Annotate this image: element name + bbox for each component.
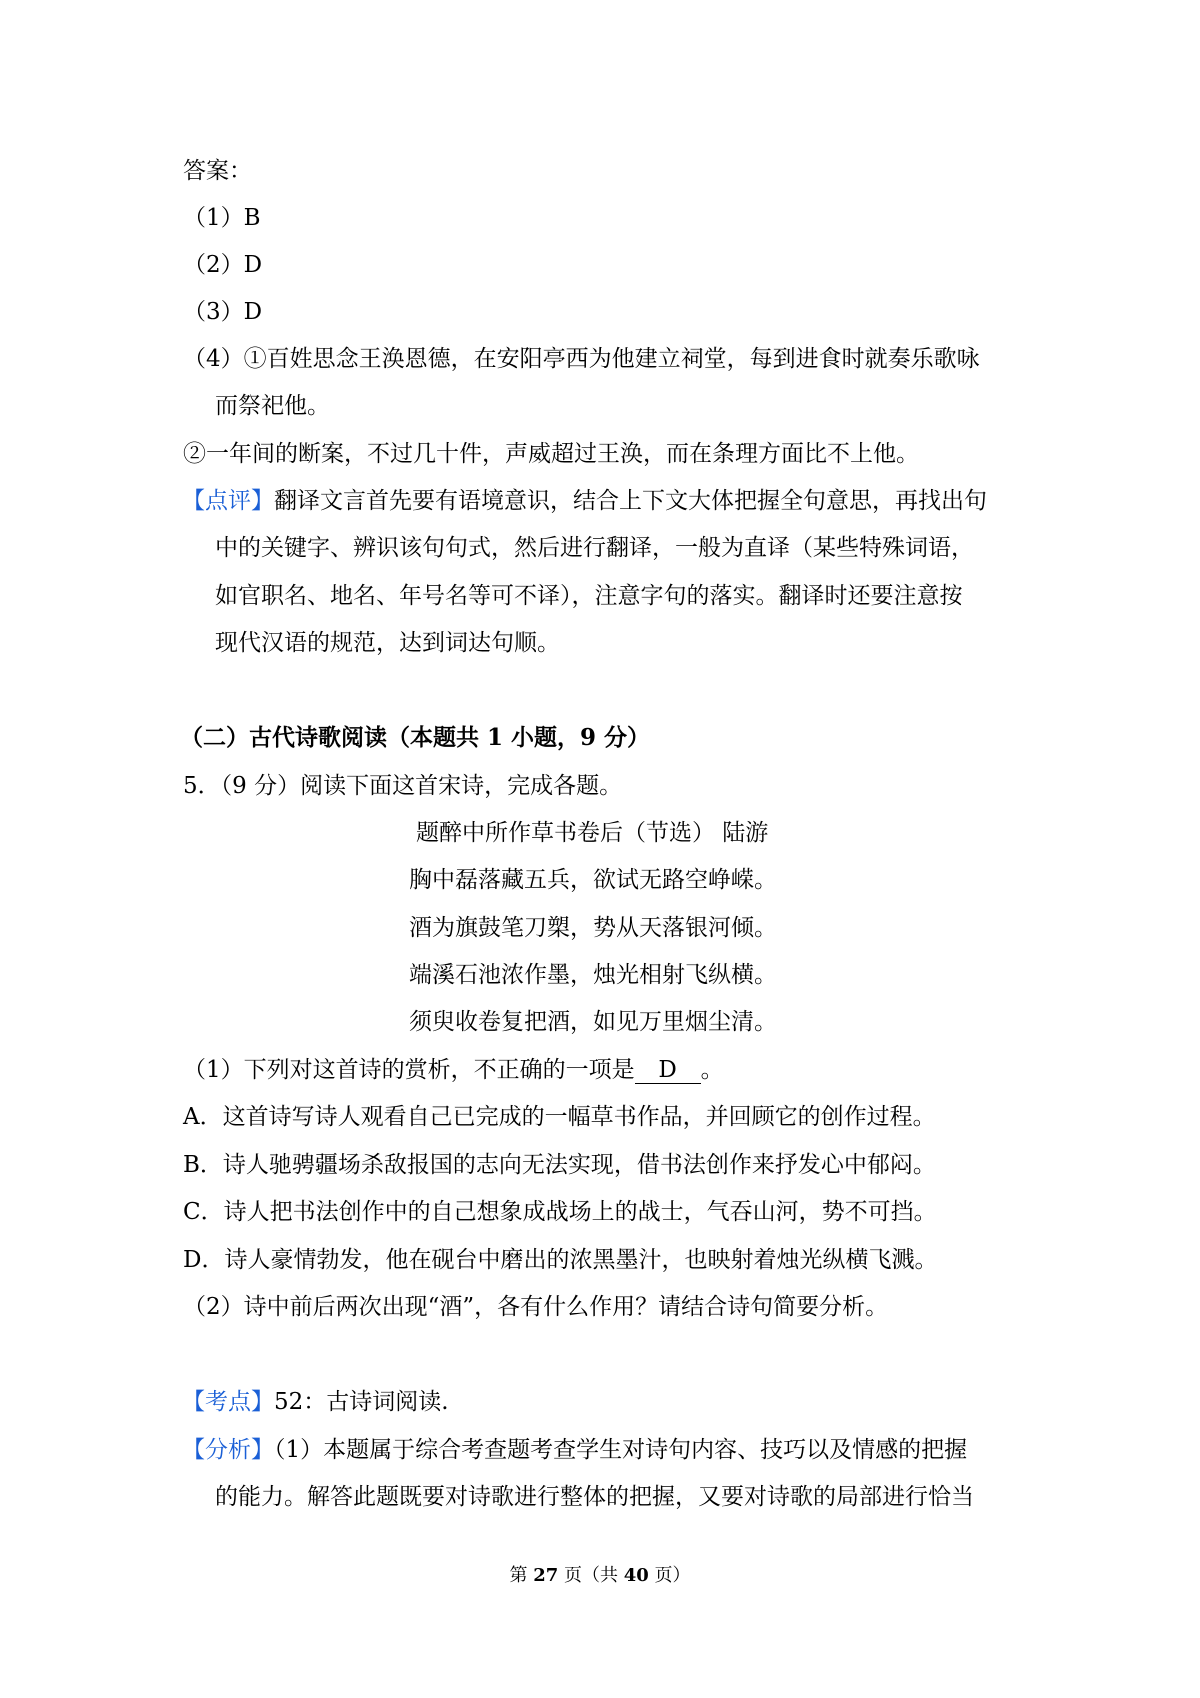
q1-prefix: （1）下列对这首诗的赏析，不正确的一项是 [183,1057,635,1083]
footer-prefix: 第 [509,1565,534,1586]
answer-4-line2: 而祭祀他。 [215,393,330,419]
answer-header: 答案： [183,158,252,184]
poem-title: 题醉中所作草书卷后（节选） 陆游 [416,820,769,846]
option-b: B．诗人驰骋疆场杀敌报国的志向无法实现，借书法创作来抒发心中郁闷。 [183,1152,936,1178]
fenxi-line1 [182,1434,967,1466]
comment-line4: 现代汉语的规范，达到词达句顺。 [215,630,560,656]
poem-line-4: 须臾收卷复把酒，如见万里烟尘清。 [409,1009,777,1035]
answer-4-line1: （4）①百姓思念王涣恩德，在安阳亭西为他建立祠堂，每到进食时就奏乐歌咏 [183,346,980,372]
page-footer [0,1560,1200,1592]
comment-text: 翻译文言首先要有语境意识，结合上下文大体把握全句意思，再找出句 [274,488,987,514]
footer-mid: 页（共 [558,1565,624,1586]
comment-line3: 如官职名、地名、年号名等可不译），注意字句的落实。翻译时还要注意按 [215,583,963,609]
poem-line-2: 酒为旗鼓笔刀槊，势从天落银河倾。 [409,915,777,941]
option-c: C．诗人把书法创作中的自己想象成战场上的战士，气吞山河，势不可挡。 [183,1199,937,1225]
poem-line-1: 胸中磊落藏五兵，欲试无路空峥嵘。 [409,867,777,893]
fenxi-text: （1）本题属于综合考查题考查学生对诗句内容、技巧以及情感的把握 [274,1437,968,1463]
comment-line2: 中的关键字、辨识该句句式，然后进行翻译，一般为直译（某些特殊词语， [215,535,974,561]
poem-line-3: 端溪石池浓作墨，烛光相射飞纵横。 [409,962,777,988]
footer-suffix: 页） [648,1565,691,1586]
comment-tag: 【点评】 [182,488,274,514]
answer-2: （2）D [183,252,263,278]
section-title: （二）古代诗歌阅读（本题共 1 小题，9 分） [180,724,651,751]
fenxi-tag: 【分析】 [182,1437,274,1463]
footer-total-pages: 40 [623,1565,649,1586]
footer-page-number: 27 [533,1565,559,1586]
answer-1: （1）B [183,205,261,231]
fenxi-line2: 的能力。解答此题既要对诗歌进行整体的把握，又要对诗歌的局部进行恰当 [215,1484,974,1510]
answer-3: （3）D [183,299,263,325]
option-a: A．这首诗写诗人观看自己已完成的一幅草书作品，并回顾它的创作过程。 [183,1104,936,1130]
answer-4-line3: ②一年间的断案，不过几十件，声威超过王涣，而在条理方面比不上他。 [183,441,919,467]
question-5-2: （2）诗中前后两次出现“酒”，各有什么作用？请结合诗句简要分析。 [183,1294,889,1320]
kaodian-text: 52：古诗词阅读. [274,1389,449,1415]
question-5-1 [183,1054,724,1086]
kaodian-line [182,1386,449,1418]
kaodian-tag: 【考点】 [182,1389,274,1415]
question-5-stem: 5．（9 分）阅读下面这首宋诗，完成各题。 [183,773,623,799]
option-d: D．诗人豪情勃发，他在砚台中磨出的浓黑墨汁，也映射着烛光纵横飞溅。 [183,1247,938,1273]
q1-answer-blank: D [635,1057,701,1084]
q1-suffix: 。 [700,1057,724,1083]
comment-line1 [182,485,987,517]
